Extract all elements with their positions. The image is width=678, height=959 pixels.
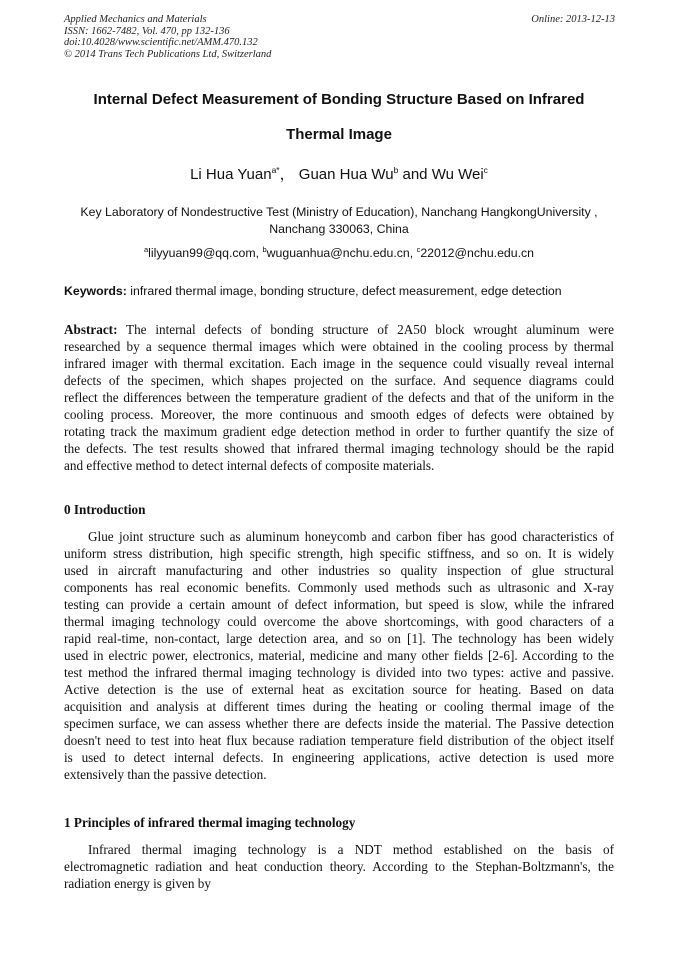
abstract-line: and effective method to detect internal defects of composite materials. bbox=[64, 458, 435, 473]
intro-body bbox=[64, 528, 614, 783]
intro-line: uniform stress distribution, high specific strength, high specific stiffness, and so on. It is widely bbox=[64, 546, 614, 561]
abstract-line: rotating track the maximum gradient edge detection method in order to further quantify the size of bbox=[64, 424, 614, 439]
intro-heading: 0 Introduction bbox=[64, 502, 146, 517]
email-c-mark: c bbox=[416, 245, 421, 254]
author-list bbox=[60, 166, 618, 184]
email-b: wuguanhua@nchu.edu.cn, bbox=[266, 246, 417, 260]
intro-line: components has real economic benefits. Commonly used methods such as ultrasonic and X-ray bbox=[64, 580, 614, 595]
author-1-affil-mark: a* bbox=[271, 165, 280, 175]
abstract bbox=[64, 321, 614, 474]
paper-title-line-2: Thermal Image bbox=[286, 126, 392, 143]
abstract-label: Abstract: bbox=[64, 322, 118, 337]
affiliation-line-2: Nanchang 330063, China bbox=[269, 222, 409, 236]
author-emails bbox=[60, 246, 618, 261]
intro-line: doesn't need to test into heat flux because radiation temperature field distribution of the object itself bbox=[64, 733, 614, 748]
journal-info bbox=[64, 14, 271, 60]
journal-name: Applied Mechanics and Materials bbox=[64, 14, 207, 25]
section-1-heading: 1 Principles of infrared thermal imaging technology bbox=[64, 815, 356, 830]
email-a: lilyyuan99@qq.com, bbox=[148, 246, 263, 260]
abstract-line: cooling process. Moreover, the more continuous and smooth edges of defects were obtained by bbox=[64, 407, 614, 422]
section-1-line: electromagnetic radiation and heat conduction theory. According to the Stephan-Boltzmann's, the bbox=[64, 859, 614, 874]
issn-line: ISSN: 1662-7482, Vol. 470, pp 132-136 bbox=[64, 25, 230, 37]
author-1: Li Hua Yuan bbox=[190, 166, 272, 183]
intro-line: testing can provide a certain amount of defect information, but speed is slow, while the infrared bbox=[64, 597, 614, 612]
intro-line: is used to detect internal defects. In engineering applications, active detection is used more bbox=[64, 750, 614, 765]
online-date: Online: 2013-12-13 bbox=[531, 14, 615, 25]
author-2: Guan Hua Wu bbox=[298, 166, 394, 183]
author-2-affil-mark: b bbox=[393, 165, 399, 175]
author-separator: ， bbox=[279, 166, 295, 183]
intro-line: thermal imaging technology could overcome the above shortcomings, with good characters of a bbox=[64, 614, 614, 629]
abstract-line bbox=[64, 321, 614, 338]
author-and: and bbox=[398, 166, 432, 183]
copyright-line: © 2014 Trans Tech Publications Ltd, Switzerland bbox=[64, 48, 272, 60]
intro-line: Active detection is the use of external heat as excitation source for heating. Based on data bbox=[64, 682, 614, 697]
keywords bbox=[64, 284, 619, 299]
author-3: Wu Wei bbox=[431, 166, 484, 183]
abstract-line: defects of the specimen, which shapes projected on the surface. And sequence diagrams could bbox=[64, 373, 614, 388]
abstract-line: researched by a sequence thermal images which were obtained in the cooling process by thermal bbox=[64, 339, 614, 354]
keywords-text: infrared thermal image, bonding structure, defect measurement, edge detection bbox=[126, 284, 562, 298]
keywords-label: Keywords: bbox=[64, 284, 127, 298]
intro-line: used in electric power, electronics, material, medicine and many other fields [2-6]. According to the bbox=[64, 648, 614, 663]
intro-line: acquisition and analysis at different times during the heating or cooling thermal image of the bbox=[64, 699, 614, 714]
abstract-line: infrared imager with thermal excitation. Each image in the sequence could visually reveal internal bbox=[64, 356, 614, 371]
abstract-line: the defects. The test results showed that infrared thermal imaging technology should be the rapid bbox=[64, 441, 614, 456]
author-3-affil-mark: c bbox=[483, 165, 488, 175]
intro-line: test method the infrared thermal imaging technology is divided into two types: active and passive. bbox=[64, 665, 614, 680]
affiliation-line-1: Key Laboratory of Nondestructive Test (Ministry of Education), Nanchang HangkongUniversity , bbox=[80, 205, 598, 219]
abstract-line: reflect the differences between the temperature gradient of the defects and that of the uniform in the bbox=[64, 390, 614, 405]
doi-line: doi:10.4028/www.scientific.net/AMM.470.132 bbox=[64, 37, 258, 48]
intro-line: Glue joint structure such as aluminum honeycomb and carbon fiber has good characteristics of bbox=[88, 529, 614, 544]
section-1-line: radiation energy is given by bbox=[64, 876, 211, 891]
section-1-body bbox=[64, 841, 614, 892]
section-1-line: Infrared thermal imaging technology is a NDT method established on the basis of bbox=[88, 842, 614, 857]
paper-title-line-1: Internal Defect Measurement of Bonding Structure Based on Infrared bbox=[93, 91, 585, 108]
intro-line: used in aircraft manufacturing and other industries so quality inspection of glue structural bbox=[64, 563, 614, 578]
intro-line: specimen surface, we can assess whether there are defects inside the material. The Passive detection bbox=[64, 716, 614, 731]
email-c: 22012@nchu.edu.cn bbox=[420, 246, 535, 260]
email-a-mark: a bbox=[143, 245, 149, 254]
intro-line: rapid real-time, non-contact, large detection area, and so on [1]. The technology has been widely bbox=[64, 631, 614, 646]
intro-line: extensively than the passive detection. bbox=[64, 767, 267, 782]
abstract-line-text: The internal defects of bonding structure of 2A50 block wrought aluminum were bbox=[117, 322, 614, 337]
email-b-mark: b bbox=[262, 245, 267, 254]
